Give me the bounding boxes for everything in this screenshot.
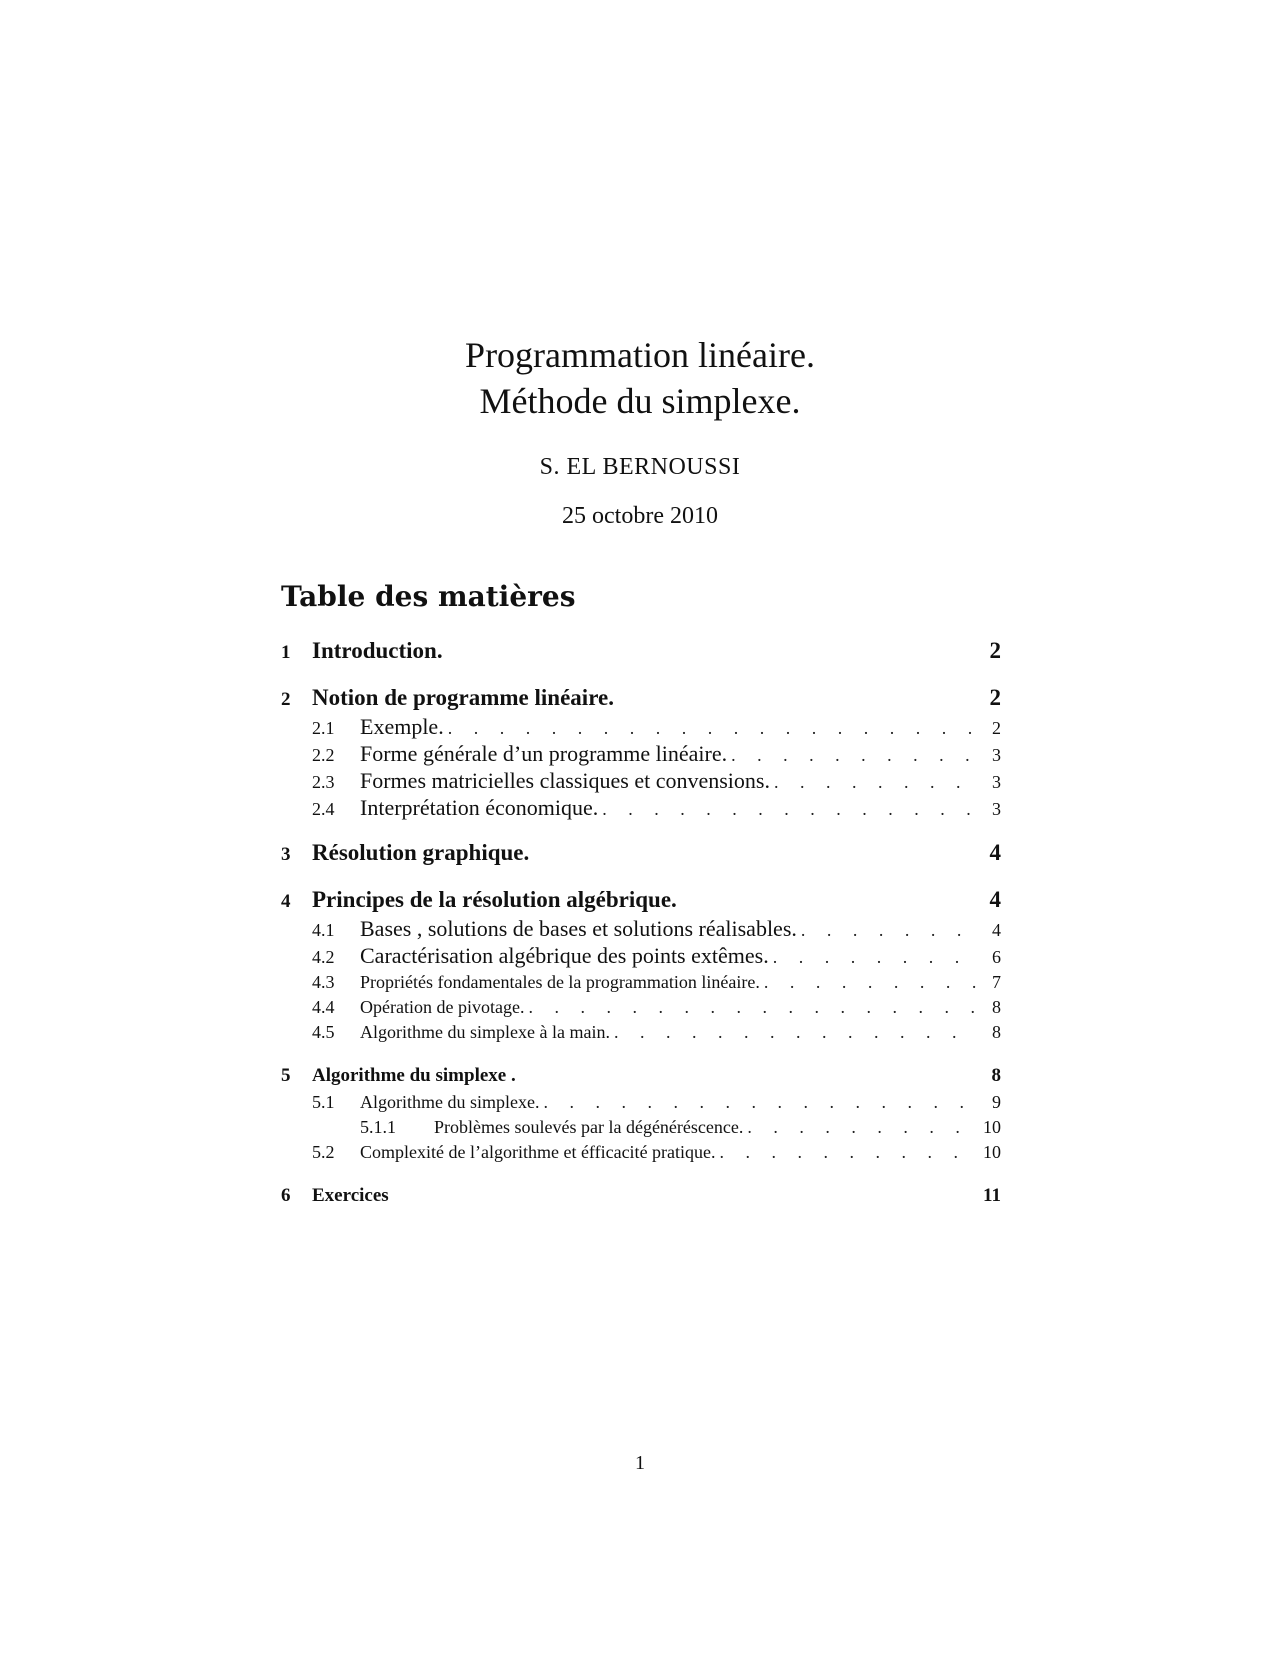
toc-subentry-label: Forme générale d’un programme linéaire.: [360, 741, 728, 766]
toc-subentry-number: 2.3: [312, 772, 335, 792]
toc-subentry-page: 8: [992, 1022, 1001, 1042]
dot-leader: [444, 716, 977, 741]
toc-entry-label: Algorithme du simplexe .: [312, 1065, 516, 1086]
toc-subentry-label: Algorithme du simplexe à la main.: [360, 1022, 610, 1042]
dot-leader: [598, 797, 977, 822]
toc-entry-number: 5: [281, 1065, 291, 1086]
toc-subentry-page: 3: [992, 745, 1001, 765]
dot-leader: [769, 945, 977, 970]
toc-subsubentry[interactable]: [281, 1115, 1001, 1140]
toc-subentry[interactable]: [281, 943, 1001, 970]
toc-entry[interactable]: [281, 1182, 1001, 1210]
toc-subentry-page: 7: [992, 972, 1001, 992]
toc-entry[interactable]: [281, 1062, 1001, 1090]
toc-section-1: [281, 637, 1001, 667]
toc-subentry-page: 8: [992, 997, 1001, 1017]
toc-subentry[interactable]: [281, 995, 1001, 1020]
toc-subentry-label: Opération de pivotage.: [360, 997, 525, 1017]
toc-entry-number: 3: [281, 844, 291, 865]
toc-section-4: [281, 886, 1001, 1045]
dot-leader: [743, 1115, 977, 1140]
toc-entry-number: 6: [281, 1185, 291, 1206]
toc-section-6: [281, 1182, 1001, 1210]
toc-entry-number: 2: [281, 689, 291, 710]
toc-entry-label: Notion de programme linéaire.: [312, 685, 614, 710]
toc-subentry-label: Bases , solutions de bases et solutions réalisables.: [360, 916, 797, 941]
toc-entry-page: 8: [991, 1065, 1001, 1086]
toc-subentry-label: Complexité de l’algorithme et éfficacité pratique.: [360, 1142, 716, 1162]
document-author: S. EL BERNOUSSI: [539, 454, 741, 480]
toc-subentry-number: 4.5: [312, 1022, 335, 1042]
toc-subentry-number: 4.4: [312, 997, 335, 1017]
dot-leader: [797, 918, 977, 943]
toc-entry-label: Principes de la résolution algébrique.: [312, 887, 677, 912]
toc-subentry-number: 4.2: [312, 947, 335, 967]
toc-subentry-page: 6: [992, 947, 1001, 967]
document-title-line-2: Méthode du simplexe.: [479, 381, 801, 421]
toc-subentry-label: Exemple.: [360, 714, 444, 739]
toc-entry-page: 11: [983, 1185, 1001, 1206]
toc-subentry-page: 4: [992, 920, 1001, 940]
dot-leader: [610, 1020, 977, 1045]
toc-entry[interactable]: [281, 684, 1001, 714]
dot-leader: [760, 970, 977, 995]
toc-entry-page: 4: [989, 887, 1001, 912]
dot-leader: [770, 770, 977, 795]
toc-subentry-number: 4.1: [312, 920, 335, 940]
toc-subentry-number: 2.2: [312, 745, 335, 765]
document-title-line-1: Programmation linéaire.: [465, 335, 815, 375]
toc-subentry[interactable]: [281, 768, 1001, 795]
toc-subentry-label: Interprétation économique.: [360, 795, 599, 820]
toc-entry-number: 4: [281, 891, 291, 912]
page-number: 1: [635, 1452, 645, 1474]
toc-subentry[interactable]: [281, 714, 1001, 741]
toc-entry-label: Résolution graphique.: [312, 840, 530, 865]
toc-entry-number: 1: [281, 642, 291, 663]
toc-subentry-number: 2.4: [312, 799, 335, 819]
toc-subentry[interactable]: [281, 741, 1001, 768]
toc-subentry[interactable]: [281, 970, 1001, 995]
dot-leader: [727, 743, 977, 768]
toc-subsubentry-number: 5.1.1: [360, 1117, 396, 1137]
toc-section-3: [281, 839, 1001, 869]
toc-subentry[interactable]: [281, 1140, 1001, 1165]
dot-leader: [524, 995, 977, 1020]
toc-entry-page: 2: [989, 638, 1001, 663]
toc-subsubentry-label: Problèmes soulevés par la dégénéréscence.: [434, 1117, 744, 1137]
toc-subentry-label: Formes matricielles classiques et convensions.: [360, 768, 770, 793]
toc-subentry-page: 10: [983, 1142, 1001, 1162]
toc-subentry[interactable]: [281, 1020, 1001, 1045]
toc-subentry-number: 5.2: [312, 1142, 335, 1162]
toc-entry[interactable]: [281, 886, 1001, 916]
toc-subentry-page: 9: [992, 1092, 1001, 1112]
dot-leader: [716, 1140, 977, 1165]
toc-subentry-page: 3: [992, 799, 1001, 819]
toc-subentry-number: 5.1: [312, 1092, 335, 1112]
toc-subentry[interactable]: [281, 916, 1001, 943]
toc-subentry-number: 2.1: [312, 718, 335, 738]
table-of-contents: [281, 580, 1001, 1227]
toc-subentry-number: 4.3: [312, 972, 335, 992]
toc-subentry-label: Algorithme du simplexe.: [360, 1092, 540, 1112]
toc-entry-page: 2: [989, 685, 1001, 710]
toc-entry[interactable]: [281, 839, 1001, 869]
document-date: 25 octobre 2010: [562, 503, 718, 529]
toc-subsubentry-page: 10: [983, 1117, 1001, 1137]
toc-subentry-label: Caractérisation algébrique des points extêmes.: [360, 943, 769, 968]
toc-section-5: [281, 1062, 1001, 1165]
dot-leader: [539, 1090, 977, 1115]
title-block: [0, 332, 1280, 530]
toc-entry-label: Exercices: [312, 1185, 389, 1206]
toc-heading: Table des matières: [281, 580, 576, 613]
toc-entry[interactable]: [281, 637, 1001, 667]
toc-section-2: [281, 684, 1001, 822]
toc-entry-label: Introduction.: [312, 638, 443, 663]
toc-entry-page: 4: [989, 840, 1001, 865]
toc-subentry-label: Propriétés fondamentales de la programmation linéaire.: [360, 972, 760, 992]
toc-subentry-page: 3: [992, 772, 1001, 792]
toc-subentry[interactable]: [281, 795, 1001, 822]
toc-subentry-page: 2: [992, 718, 1001, 738]
toc-subentry[interactable]: [281, 1090, 1001, 1115]
